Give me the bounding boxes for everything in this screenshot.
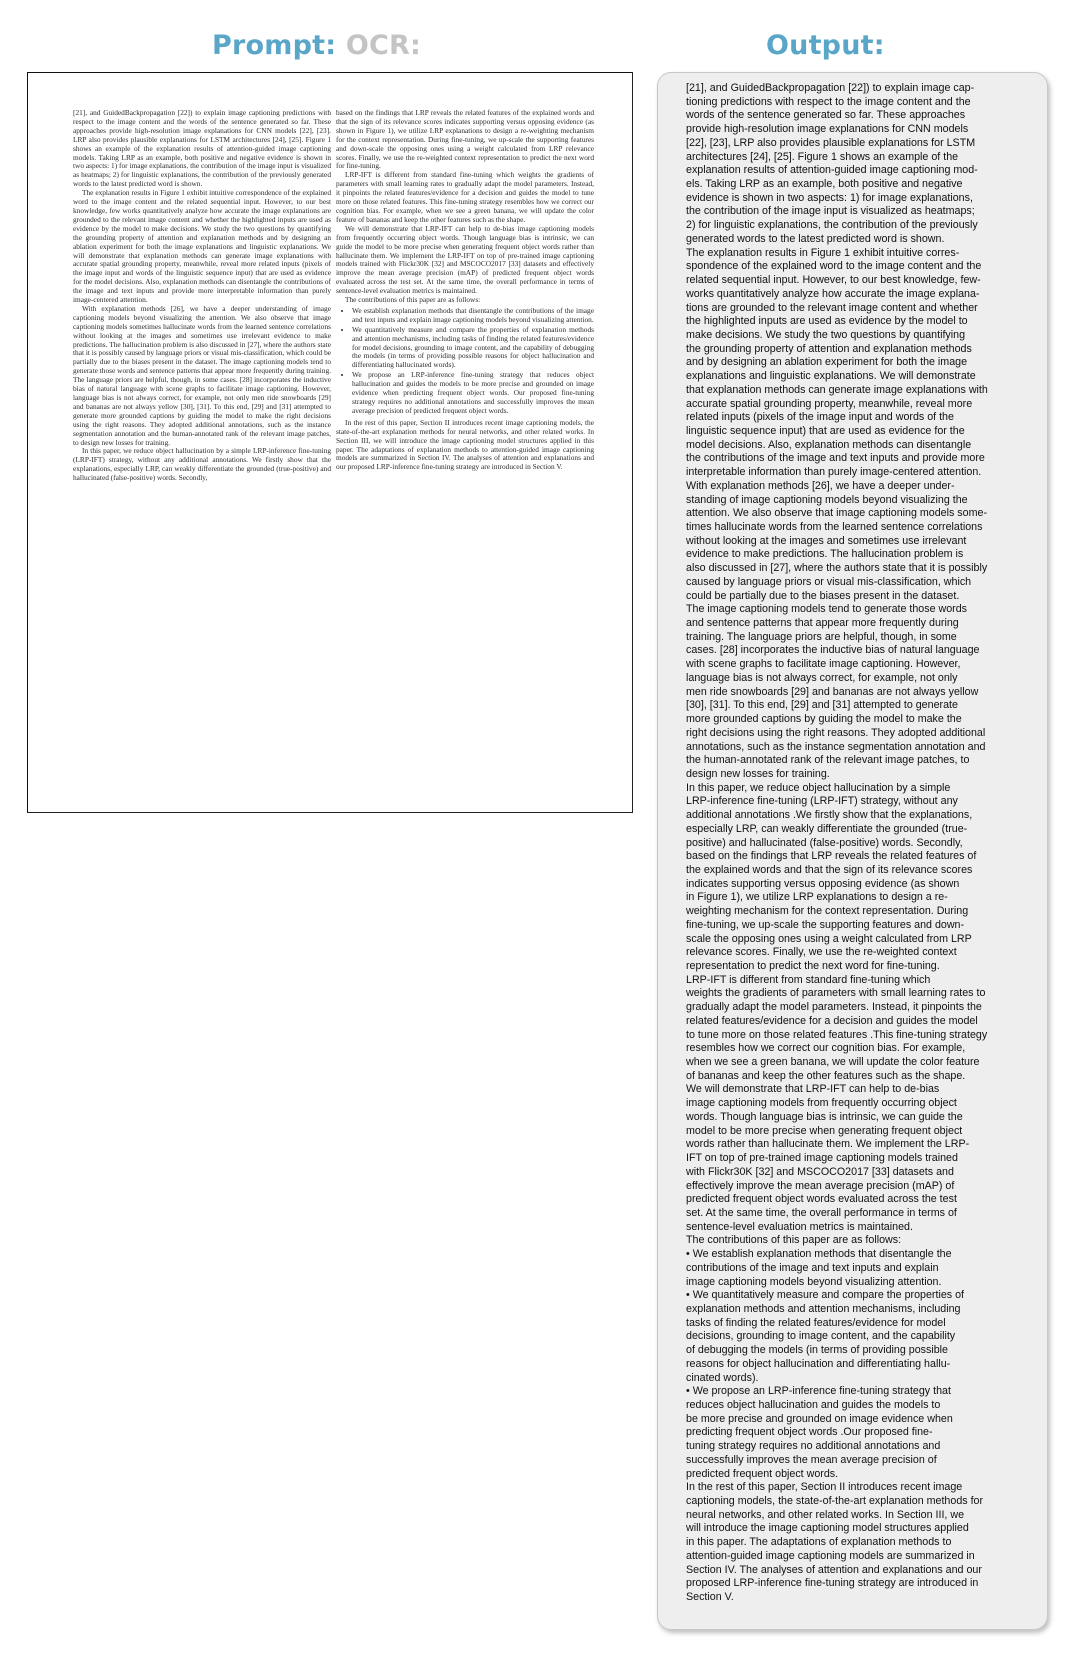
list-item: • We propose an LRP-inference fine-tuning strategy that reduces object hallucination and guides the models to be more precise and grounded on image evidence when predicting frequent object words. Our proposed fine-tuning strategy requires no additional annotations and successfully improves the mean average precision of predicted frequent object words. [352,371,594,416]
paper-paragraph: LRP-IFT is different from standard fine-tuning which weights the gradients of parameters with small learning rates to gradually adapt the model parameters. Instead, it pinpoints the related features/evidence for a decision and guides the model to tune more on those related features. This fine-tuning strategy resembles how we correct our cognition bias. For example, when we see a green banana, we will update the color feature of bananas and keep the other features such as the shape. [336,170,594,224]
paper-left-column [73,109,331,483]
paper-paragraph: In the rest of this paper, Section II introduces recent image captioning models, the state-of-the-art explanation methods for neural networks, and other related works. In Section III, we will introduce the image captioning model structures applied in this paper. The adaptations of explanation methods to attention-guided image captioning models are summarized in Section IV. The analyses of attention and explanations and our proposed LRP-inference fine-tuning strategy are introduced in Section V. [336,417,594,472]
paper-right-column [336,109,594,472]
prompt-ocr-heading [212,30,421,61]
source-paper-page [27,72,633,813]
prompt-label: Prompt: [212,30,337,61]
paper-paragraph: In this paper, we reduce object hallucination by a simple LRP-inference fine-tuning (LRP-IFT) strategy, without any additional annotations. We firstly show that the explanations, especially LRP, can weakly differentiate the grounded (true-positive) and hallucinated (false-positive) words. Secondly, [73,446,331,483]
paper-paragraph: We will demonstrate that LRP-IFT can help to de-bias image captioning models from frequently occurring object words. Though language bias is intrinsic, we can guide the model to be more precise when generating frequent object words rather than hallucinate them. We implement the LRP-IFT on top of pre-trained image captioning models trained with Flickr30K [32] and MSCOCO2017 [33] datasets and effectively improve the mean average precision (mAP) of predicted frequent object words evaluated across the test set. At the same time, the overall performance in terms of sentence-level evaluation metrics is maintained. [336,223,594,296]
ocr-output-text: [21], and GuidedBackpropagation [22]) to explain image cap- tioning predictions with respect to the image content and the words of the sentence generated so far. These approaches provide high-resolution image explanations for CNN models [22], [23], LRP also provides plausible explanations for LSTM architectures [24], [25]. Figure 1 shows an example of the explanation results of attention-guided image captioning mod- els. Taking LRP as an example, both positive and negative evidence is shown in two aspects: 1) for image explanations, the contribution of the image input is visualized as heatmaps; 2) for linguistic explanations, the contribution of the previously generated words to the latest predicted word is shown. The explanation results in Figure 1 exhibit intuitive corres- spondence of the explained word to the image content and the related sequential input. However, to our best knowledge, few- works quantitatively analyze how accurate the image explana- tions are grounded to the relevant image content and whether the highlighted inputs are used as evidence by the model to make decisions. We study the two questions by quantifying the grounding property of attention and explanation methods and by designing an ablation experiment for both the image explanations and linguistic explanations. We will demonstrate that explanation methods can generate image explanations with accurate spatial grounding property, meanwhile, reveal more related inputs (pixels of the image input and words of the linguistic sequence input) that are used as evidence for the model decisions. Also, explanation methods can disentangle the contributions of the image and text inputs and provide more interpretable information than purely image-centered attention. With explanation methods [26], we have a deeper under- standing of image captioning models beyond visualizing the attention. We also observe that image captioning models some- times hallucinate words from the learned sentence correlations without looking at the images and sometimes use irrelevant evidence to make predictions. The hallucination problem is also discussed in [27], where the authors state that it is possibly caused by language priors or visual mis-classiﬁcation, which could be partially due to the biases present in the dataset. The image captioning models tend to generate those words and sentence patterns that appear more frequently during training. The language priors are helpful, though, in some cases. [28] incorporates the inductive bias of natural language with scene graphs to facilitate image captioning. However, language bias is not always correct, for example, not only men ride snowboards [29] and bananas are not always yellow [30], [31]. To this end, [29] and [31] attempted to generate more grounded captions by guiding the model to make the right decisions using the right reasons. They adopted additional annotations, such as the instance segmentation annotation and the human-annotated rank of the relevant image patches, to design new losses for training. In this paper, we reduce object hallucination by a simple LRP-inference ﬁne-tuning (LRP-IFT) strategy, without any additional annotations .We ﬁrstly show that the explanations, especially LRP, can weakly differentiate the grounded (true- positive) and hallucinated (false-positive) words. Secondly, based on the ﬁndings that LRP reveals the related features of the explained words and that the sign of its relevance scores indicates supporting versus opposing evidence (as shown in Figure 1), we utilize LRP explanations to design a re- weighting mechanism for the context representation. During ﬁne-tuning, we up-scale the supporting features and down- scale the opposing ones using a weight calculated from LRP relevance scores. Finally, we use the re-weighted context representation to predict the next word for ﬁne-tuning. LRP-IFT is different from standard ﬁne-tuning which weights the gradients of parameters with small learning rates to gradually adapt the model parameters. Instead, it pinpoints the related features/evidence for a decision and guides the model to tune more on those related features .This ﬁne-tuning strategy resembles how we correct our cognition bias. For example, when we see a green banana, we will update the color feature of bananas and keep the other features such as the shape. We will demonstrate that LRP-IFT can help to de-bias image captioning models from frequently occurring object words. Though language bias is intrinsic, we can guide the model to be more precise when generating frequent object words rather than hallucinate them. We implement the LRP- IFT on top of pre-trained image captioning models trained with Flickr30K [32] and MSCOCO2017 [33] datasets and effectively improve the mean average precision (mAP) of predicted frequent object words evaluated across the test set. At the same time, the overall performance in terms of sentence-level evaluation metrics is maintained. The contributions of this paper are as follows: • We establish explanation methods that disentangle the contributions of the image and text inputs and explain image captioning models beyond visualizing attention. • We quantitatively measure and compare the properties of explanation methods and attention mechanisms, including tasks of ﬁnding the related features/evidence for model decisions, grounding to image content, and the capability of debugging the models (in terms of providing possible reasons for object hallucination and differentiating hallu- cinated words). • We propose an LRP-inference ﬁne-tuning strategy that reduces object hallucination and guides the models to be more precise and grounded on image evidence when predicting frequent object words .Our proposed ﬁne- tuning strategy requires no additional annotations and successfully improves the mean average precision of predicted frequent object words. In the rest of this paper, Section II introduces recent image captioning models, the state-of-the-art explanation methods for neural networks, and other related works. In Section III, we will introduce the image captioning model structures applied in this paper. The adaptations of explanation methods to attention-guided image captioning models are summarized in Section IV. The analyses of attention and explanations and our proposed LRP-inference ﬁne-tuning strategy are introduced in Section V. [686,82,988,1604]
paper-paragraph: based on the findings that LRP reveals the related features of the explained words and that the sign of its relevance scores indicates supporting versus opposing evidence (as shown in Figure 1), we utilize LRP explanations to design a re-weighting mechanism for the context representation. During fine-tuning, we up-scale the supporting features and down-scale the opposing ones using a weight calculated from LRP relevance scores. Finally, we use the re-weighted context representation to predict the next word for fine-tuning. [336,108,594,171]
paper-paragraph: With explanation methods [26], we have a deeper understanding of image captioning models beyond visualizing the attention. We also observe that image captioning models sometimes hallucinate words from the learned sentence correlations without looking at the images and sometimes use irrelevant evidence to make predictions. The hallucination problem is also discussed in [27], where the authors state that it is possibly caused by language priors or visual mis-classification, which could be partially due to the biases present in the dataset. The image captioning models tend to generate those words and sentence patterns that appear more frequently during training. The language priors are helpful, though, in some cases. [28] incorporates the inductive bias of natural language with scene graphs to facilitate image captioning. However, language bias is not always correct, for example, not only men ride snowboards [29] and bananas are not always yellow [30], [31]. To this end, [29] and [31] attempted to generate more grounded captions by guiding the model to make the right decisions using the right reasons. They adopted additional annotations, such as the instance segmentation annotation and the human-annotated rank of the relevant image patches, to design new losses for training. [73,303,331,447]
output-label: Output: [766,30,885,61]
ocr-output-panel [657,72,1048,1630]
output-heading [766,30,885,61]
ocr-label: OCR: [345,30,421,61]
paper-paragraph: [21], and GuidedBackpropagation [22]) to explain image captioning predictions with respect to the image content and the words of the sentence generated so far. These approaches provide high-resolution image explanations for CNN models [22], [23]. LRP also provides plausible explanations for LSTM architectures [24], [25]. Figure 1 shows an example of the explanation results of attention-guided image captioning models. Taking LRP as an example, both positive and negative evidence is shown in two aspects: 1) for image explanations, the contribution of the image input is visualized as heatmaps; 2) for linguistic explanations, the contribution of the previously generated words to the latest predicted word is shown. [73,108,331,189]
list-item: • We establish explanation methods that disentangle the contributions of the image and text inputs and explain image captioning models beyond visualizing attention. [352,307,594,325]
paper-paragraph: The explanation results in Figure 1 exhibit intuitive correspondence of the explained word to the image content and the related sequential input. However, to our best knowledge, few works quantitatively analyze how accurate the image explanations are grounded to the relevant image content and whether the highlighted inputs are used as evidence by the model to make decisions. We study the two questions by quantifying the grounding property of attention and explanation methods and by designing an ablation experiment for both the image explanations and linguistic explanations. We will demonstrate that explanation methods can generate image explanations with accurate spatial grounding property, meanwhile, reveal more related inputs (pixels of the image input and words of the linguistic sequence input) that are used as evidence for the model decisions. Also, explanation methods can disentangle the contributions of the image and text inputs and provide more interpretable information than purely image-centered attention. [73,188,331,305]
list-item: • We quantitatively measure and compare the properties of explanation methods and attention mechanisms, including tasks of finding the related features/evidence for model decisions, grounding to image content, and the capability of debugging the models (in terms of providing possible reasons for object hallucination and differentiating hallucinated words). [352,326,594,371]
contributions-list [336,307,594,416]
paper-paragraph: The contributions of this paper are as follows: [345,295,481,305]
